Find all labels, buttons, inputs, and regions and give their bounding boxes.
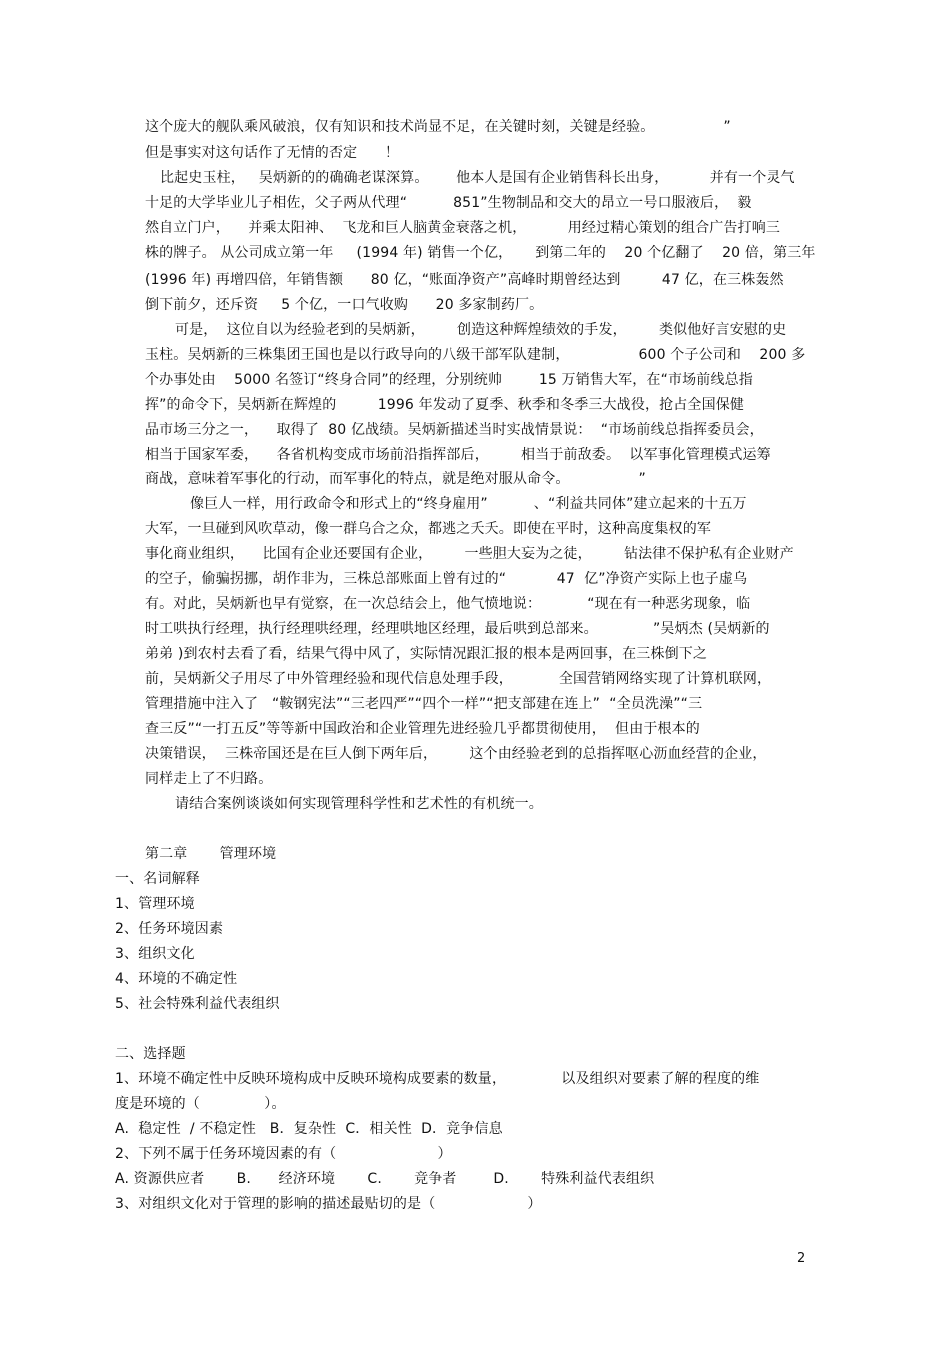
chapter-title: 第二章 管理环境 <box>145 846 277 862</box>
text-line: 可是， 这位自以为经验老到的吴炳新， 创造这种辉煌绩效的手发， 类似他好言安慰的史 <box>175 322 787 338</box>
case-question: 请结合案例谈谈如何实现管理科学性和艺术性的有机统一。 <box>175 796 543 812</box>
options-line: A. 稳定性 / 不稳定性 B．复杂性 C．相关性 D．竞争信息 <box>115 1121 503 1137</box>
text-line: 像巨人一样，用行政命令和形式上的“终身雇用” 、“利益共同体”建立起来的十五万 <box>190 496 747 512</box>
question-line: 1、环境不确定性中反映环境构成中反映环境构成要素的数量， 以及组织对要素了解的程度的维 <box>115 1071 760 1087</box>
text-line: 株的牌子。 从公司成立第一年 (1994 年) 销售一个亿， 到第二年的 20 个亿翻了 20 倍，第三年 <box>145 245 816 261</box>
question-line: 度是环境的（ ）。 <box>115 1096 286 1112</box>
text-line: 十足的大学毕业儿子相佐，父子两从代理“ 851”生物制品和交大的昂立一号口服液后， 毅 <box>145 195 752 211</box>
text-line: 有。对此，吴炳新也早有觉察，在一次总结会上，他气愤地说： “现在有一种恶劣现象，临 <box>145 596 751 612</box>
text-line: 大军，一旦碰到风吹草动，像一群乌合之众，都逃之夭夭。即使在平时，这种高度集权的军 <box>145 521 711 537</box>
list-item: 1、管理环境 <box>115 896 195 912</box>
text-line: 品市场三分之一， 取得了 80 亿战绩。吴炳新描述当时实战情景说： “市场前线总指挥委员会， <box>145 422 764 438</box>
question-line: 2、下列不属于任务环境因素的有（ ） <box>115 1146 452 1162</box>
question-line: 3、对组织文化对于管理的影响的描述最贴切的是（ ） <box>115 1196 542 1212</box>
section-heading: 二、选择题 <box>115 1046 186 1062</box>
text-line: 然自立门户， 并乘太阳神、 飞龙和巨人脑黄金衰落之机， 用经过精心策划的组合广告打响三 <box>145 220 781 236</box>
text-line: 倒下前夕，还斥资 5 个亿，一口气收购 20 多家制药厂。 <box>145 297 544 313</box>
list-item: 5、社会特殊利益代表组织 <box>115 996 280 1012</box>
text-line: 弟弟 )到农村去看了看，结果气得中风了，实际情况跟汇报的根本是两回事，在三株倒下之 <box>145 646 708 662</box>
text-line: 个办事处由 5000 名签订“终身合同”的经理，分别统帅 15 万销售大军，在“市场前线总指 <box>145 372 753 388</box>
text-line: 但是事实对这句话作了无情的否定 ！ <box>145 145 400 161</box>
text-line: 的空子，偷骗拐挪，胡作非为，三株总部账面上曾有过的“ 47 亿”净资产实际上也子虚乌 <box>145 571 748 587</box>
list-item: 3、组织文化 <box>115 946 195 962</box>
text-line: 时工哄执行经理，执行经理哄经理，经理哄地区经理，最后哄到总部来。 ”吴炳杰 (吴炳新的 <box>145 621 770 637</box>
text-line: 查三反”“一打五反”等等新中国政治和企业管理先进经验几乎都贯彻使用， 但由于根本的 <box>145 721 700 737</box>
section-heading: 一、名词解释 <box>115 871 200 887</box>
text-line: (1996 年) 再增四倍，年销售额 80 亿，“账面净资产”高峰时期曾经达到 47 亿，在三株轰然 <box>145 272 784 288</box>
text-line: 决策错误， 三株帝国还是在巨人倒下两年后， 这个由经验老到的总指挥呕心沥血经营的企业， <box>145 746 767 762</box>
text-line: 玉柱。吴炳新的三株集团王国也是以行政导向的八级干部军队建制， 600 个子公司和 200 多 <box>145 347 806 363</box>
text-line: 相当于国家军委， 各省机构变成市场前沿指挥部后， 相当于前敌委。 以军事化管理模式运筹 <box>145 447 771 463</box>
text-line: 管理措施中注入了 “鞍钢宪法”“三老四严”“四个一样”“把支部建在连上” “全员洗澡”“三 <box>145 696 703 712</box>
options-line: A. 资源供应者 B. 经济环境 C. 竞争者 D. 特殊利益代表组织 <box>115 1171 655 1187</box>
list-item: 2、任务环境因素 <box>115 921 224 937</box>
text-line: 同样走上了不归路。 <box>145 771 273 787</box>
text-line: 挥”的命令下，吴炳新在辉煌的 1996 年发动了夏季、秋季和冬季三大战役，抢占全国保健 <box>145 397 745 413</box>
text-line: 比起史玉柱， 吴炳新的的确确老谋深算。 他本人是国有企业销售科长出身， 并有一个灵气 <box>160 170 795 186</box>
text-line: 这个庞大的舰队乘风破浪，仅有知识和技术尚显不足，在关键时刻，关键是经验。 ” <box>145 119 731 135</box>
text-line: 事化商业组织， 比国有企业还要国有企业， 一些胆大妄为之徒， 钻法律不保护私有企业财产 <box>145 546 794 562</box>
list-item: 4、环境的不确定性 <box>115 971 238 987</box>
text-line: 前，吴炳新父子用尽了中外管理经验和现代信息处理手段， 全国营销网络实现了计算机联网， <box>145 671 772 687</box>
page-number: 2 <box>797 1251 806 1266</box>
text-line: 商战，意味着军事化的行动，而军事化的特点，就是绝对服从命令。 ” <box>145 471 646 487</box>
